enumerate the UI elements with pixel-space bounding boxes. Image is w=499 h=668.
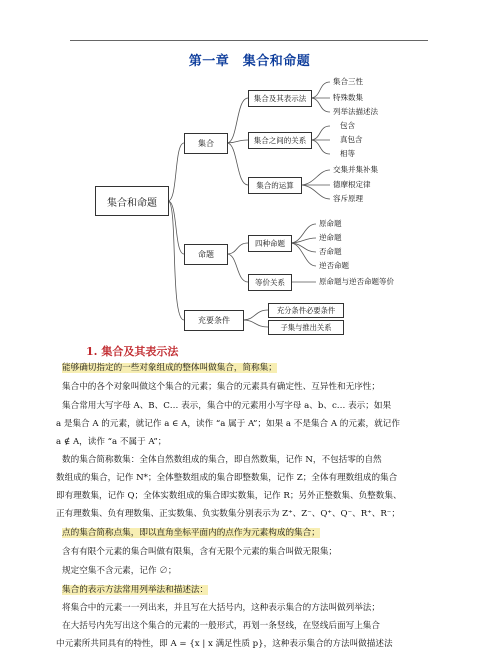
leaf-original-proposition: 原命题	[319, 219, 342, 228]
node-condition: 充要条件	[184, 310, 244, 331]
node-subset-implication: 子集与推出关系	[268, 320, 344, 335]
line-7: 数组成的集合，记作 N*；全体整数组成的集合即整数集，记作 Z；全体有理数组成的集合	[56, 473, 398, 483]
node-equivalence: 等价关系	[248, 274, 292, 291]
line-5: a ∉ A，读作 “a 不属于 A”；	[56, 437, 167, 447]
line-1: 能够确切指定的一些对象组成的整体叫做集合，简称集；	[62, 363, 277, 373]
leaf-special-number-sets: 特殊数集	[333, 93, 363, 102]
line-12: 规定空集不含元素，记作 ∅；	[62, 566, 177, 576]
leaf-de-morgan: 德摩根定律	[333, 180, 371, 189]
leaf-equal: 相等	[340, 149, 355, 158]
node-sufficient-necessary: 充分条件必要条件	[268, 303, 344, 318]
chapter-title: 第一章 集合和命题	[188, 54, 311, 69]
line-2: 集合中的各个对象叫做这个集合的元素；集合的元素具有确定性、互异性和无序性；	[62, 382, 380, 392]
line-3: 集合常用大写字母 A、B、C… 表示，集合中的元素用小写字母 a、b、c… 表示；如果	[62, 401, 392, 411]
leaf-proper-inclusion: 真包含	[340, 135, 363, 144]
leaf-listing-description: 列举法描述法	[333, 107, 378, 116]
section-heading: 1. 集合及其表示法	[86, 345, 179, 358]
leaf-converse: 逆命题	[319, 233, 342, 242]
leaf-inclusion-exclusion: 容斥原理	[333, 194, 363, 203]
line-16: 中元素所共同具有的特性，即 A = {x | x 满足性质 p}，这种表示集合的方法叫做描述法	[56, 639, 393, 649]
line-15: 在大括号内先写出这个集合的元素的一般形式，再划一条竖线，在竖线后面写上集合	[62, 621, 380, 631]
node-set-representation: 集合及其表示法	[248, 90, 312, 107]
line-9: 正有理数集、负有理数集、正实数集、负实数集分别表示为 Z⁺、Z⁻、Q⁺、Q⁻、R⁺、R⁻；	[56, 509, 400, 519]
node-set: 集合	[184, 133, 228, 154]
leaf-set-three-properties: 集合三性	[333, 77, 363, 86]
leaf-intersection-union-complement: 交集并集补集	[333, 165, 378, 174]
line-14: 将集合中的元素一一列出来，并且写在大括号内，这种表示集合的方法叫做列举法；	[62, 603, 380, 613]
leaf-inverse: 否命题	[319, 247, 342, 256]
line-4: a 是集合 A 的元素，就记作 a ∈ A，读作 “a 属于 A”；如果 a 不是集合 A 的元素，就记作	[56, 419, 400, 429]
leaf-equivalence-statement: 原命题与逆否命题等价	[319, 277, 394, 286]
line-13: 集合的表示方法常用列举法和描述法：	[62, 585, 209, 595]
root-node: 集合和命题	[95, 186, 169, 216]
line-11: 含有有限个元素的集合叫做有限集，含有无限个元素的集合叫做无限集；	[62, 547, 338, 557]
leaf-inclusion: 包含	[340, 121, 355, 130]
node-proposition: 命题	[184, 244, 228, 265]
line-10: 点的集合简称点集，即以直角坐标平面内的点作为元素构成的集合；	[62, 528, 320, 538]
node-set-relation: 集合之间的关系	[248, 132, 312, 149]
line-8: 即有理数集，记作 Q；全体实数组成的集合即实数集，记作 R；另外正整数集、负整数集、	[56, 491, 402, 501]
leaf-contrapositive: 逆否命题	[319, 261, 349, 270]
line-6: 数的集合简称数集：全体自然数组成的集合，即自然数集，记作 N，不包括零的自然	[62, 455, 382, 465]
node-set-operation: 集合的运算	[248, 177, 302, 194]
node-four-propositions: 四种命题	[248, 235, 292, 252]
